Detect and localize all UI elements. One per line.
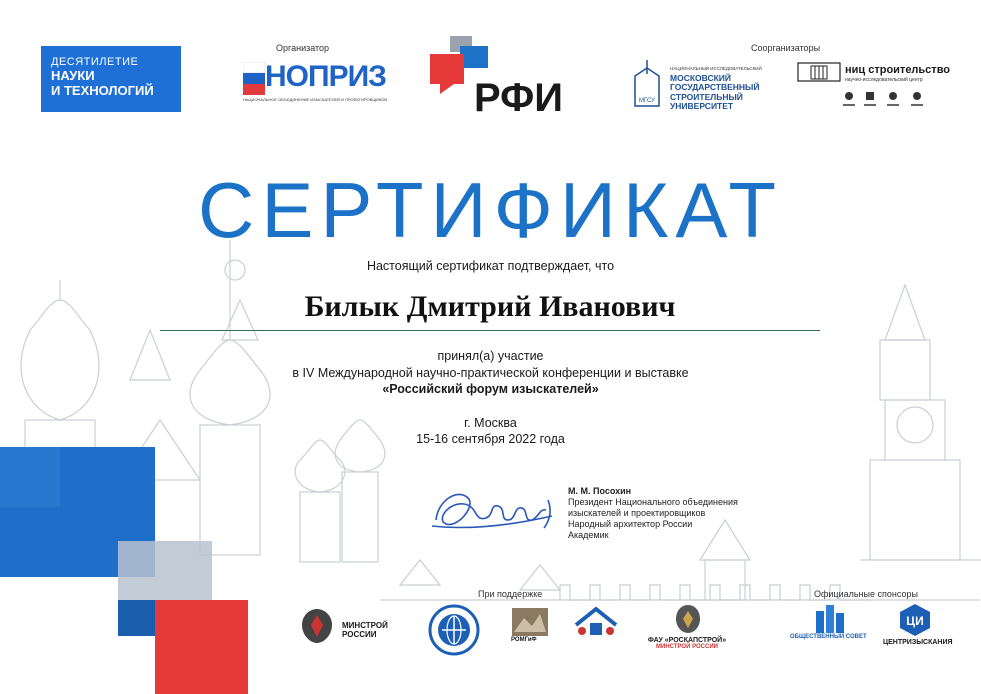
centrizyskaniya-logo-icon bbox=[898, 603, 932, 637]
nic-building-icon bbox=[797, 62, 841, 84]
roskapstroy-line2: МИНСТРОЙ РОССИИ bbox=[656, 644, 718, 650]
signer-line4: Академик bbox=[568, 530, 609, 540]
mgsu-line4: УНИВЕРСИТЕТ bbox=[670, 101, 734, 112]
signer-block bbox=[568, 486, 738, 541]
mgsu-line2: ГОСУДАРСТВЕННЫЙ bbox=[670, 82, 760, 93]
centrizyskaniya-label: ЦЕНТРИЗЫСКАНИЯ bbox=[883, 639, 953, 646]
city: г. Москва bbox=[464, 416, 517, 430]
decade-line1: ДЕСЯТИЛЕТИЕ bbox=[51, 56, 139, 68]
certificate-title: СЕРТИФИКАТ bbox=[198, 166, 783, 254]
decade-line2: НАУКИ bbox=[51, 68, 95, 83]
minstroy-label bbox=[342, 621, 388, 639]
dates: 15-16 сентября 2022 года bbox=[416, 432, 565, 446]
decade-line3: И ТЕХНОЛОГИЙ bbox=[51, 83, 154, 98]
confirm-text: Настоящий сертификат подтверждает, что bbox=[366, 259, 615, 273]
geographic-society-globe-icon bbox=[428, 604, 480, 656]
mgsu-emblem-text: МГСУ bbox=[639, 98, 655, 104]
signature-image bbox=[428, 480, 558, 540]
support-caption: При поддержке bbox=[478, 589, 543, 599]
sponsors-caption: Официальные спонсоры bbox=[814, 589, 918, 599]
signer-line3: Народный архитектор России bbox=[568, 519, 693, 529]
public-council-label: ОБЩЕСТВЕННЫЙ СОВЕТ bbox=[790, 634, 867, 640]
nic-word: ниц строительство bbox=[845, 64, 951, 76]
decade-science-logo bbox=[41, 46, 181, 112]
nopriz-logo bbox=[243, 60, 388, 106]
public-council-buildings-icon bbox=[808, 603, 858, 633]
signer-name: М. М. Посохин bbox=[568, 486, 632, 496]
event-line: в IV Международной научно-практической конференции и выставке bbox=[292, 366, 689, 380]
nic-subtitle: научно-исследовательский центр bbox=[845, 77, 923, 83]
minstroy-line1: МИНСТРОЙ bbox=[342, 621, 388, 630]
rfi-logo bbox=[430, 36, 565, 121]
nopriz-flag-icon bbox=[243, 62, 267, 96]
nic-logo bbox=[797, 62, 951, 112]
organizer-caption: Организатор bbox=[276, 43, 330, 53]
mgsu-emblem-icon bbox=[632, 60, 662, 108]
minstroy-emblem-icon bbox=[296, 605, 338, 647]
mgsu-line1: МОСКОВСКИЙ bbox=[670, 72, 731, 83]
mgsu-tiny: НАЦИОНАЛЬНЫЙ ИССЛЕДОВАТЕЛЬСКИЙ bbox=[670, 66, 762, 71]
minstroy-line2: РОССИИ bbox=[342, 630, 377, 639]
nopriz-word: НОПРИЗ bbox=[265, 60, 386, 93]
signer-line2: изыскателей и проектировщиков bbox=[568, 508, 706, 518]
event-name: «Российский форум изыскателей» bbox=[382, 382, 599, 396]
mgsu-logo bbox=[632, 60, 762, 110]
rfi-word: РФИ bbox=[474, 76, 564, 120]
nopriz-subtitle: НАЦИОНАЛЬНОЕ ОБЪЕДИНЕНИЕ ИЗЫСКАТЕЛЕЙ И ПРОЕКТИРОВЩИКОВ bbox=[243, 97, 388, 102]
mgsu-line3: СТРОИТЕЛЬНЫЙ bbox=[670, 91, 743, 102]
roskapstroy-emblem-icon bbox=[673, 603, 703, 635]
association-house-icon bbox=[572, 605, 620, 645]
participant-name: Билык Дмитрий Иванович bbox=[304, 290, 676, 323]
roskapstroy-line1: ФАУ «РОСКАПСТРОЙ» bbox=[647, 637, 727, 644]
svg-text:ЦИ: ЦИ bbox=[906, 614, 924, 628]
signer-line1: Президент Национального объединения bbox=[568, 497, 738, 507]
nic-partner-icons bbox=[841, 90, 941, 110]
romgif-label: РОМГиФ bbox=[511, 637, 537, 643]
coorganizers-caption: Соорганизаторы bbox=[751, 43, 821, 53]
participation-text: принял(а) участие bbox=[437, 349, 544, 363]
name-underline bbox=[160, 330, 820, 331]
roskapstroy-label bbox=[641, 637, 733, 650]
